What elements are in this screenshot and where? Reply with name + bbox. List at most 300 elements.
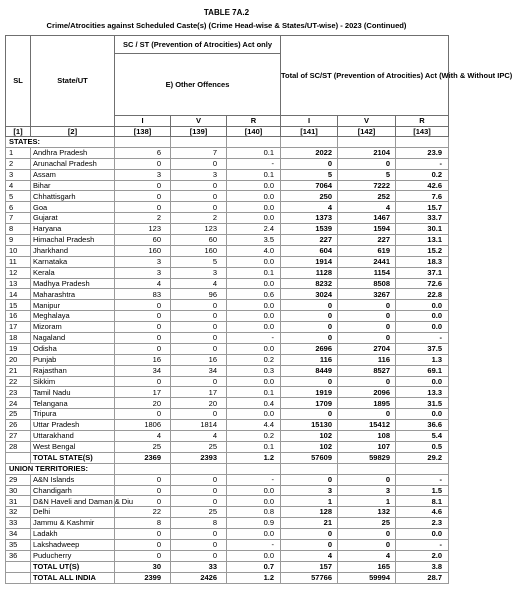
cell-other-offences-i: 8 bbox=[115, 518, 171, 529]
cell-sl: 23 bbox=[6, 387, 31, 398]
cell-total-v: 227 bbox=[338, 235, 396, 246]
column-number: [140] bbox=[227, 126, 281, 137]
cell-other-offences-i: 3 bbox=[115, 169, 171, 180]
column-number: [143] bbox=[396, 126, 449, 137]
table-row bbox=[6, 289, 449, 300]
cell-total-v: 116 bbox=[338, 354, 396, 365]
cell-state-ut: Manipur bbox=[31, 300, 115, 311]
table-row bbox=[6, 539, 449, 550]
cell-other-offences-v: 0 bbox=[171, 300, 227, 311]
cell-other-offences-r: 0.0 bbox=[227, 529, 281, 540]
cell-sl: 10 bbox=[6, 245, 31, 256]
cell-total-r: 72.6 bbox=[396, 278, 449, 289]
cell-other-offences-i: 0 bbox=[115, 485, 171, 496]
cell-other-offences-v: 1814 bbox=[171, 420, 227, 431]
cell-total-r: - bbox=[396, 474, 449, 485]
cell-state-ut: Puducherry bbox=[31, 550, 115, 561]
cell-other-offences-i: 2 bbox=[115, 213, 171, 224]
cell-total-i: 0 bbox=[281, 539, 338, 550]
cell-total-r: 7.6 bbox=[396, 191, 449, 202]
cell-total-v: 1467 bbox=[338, 213, 396, 224]
cell-other-offences-v: 4 bbox=[171, 278, 227, 289]
table-row bbox=[6, 431, 449, 442]
cell-total-r: 69.1 bbox=[396, 365, 449, 376]
cell-other-offences-v: 20 bbox=[171, 398, 227, 409]
cell-other-offences-i: 6 bbox=[115, 147, 171, 158]
cell-total-v: 252 bbox=[338, 191, 396, 202]
cell-other-offences-r: 0.6 bbox=[227, 289, 281, 300]
cell-state-ut: Odisha bbox=[31, 343, 115, 354]
cell-total-v: 132 bbox=[338, 507, 396, 518]
cell-total-r: - bbox=[396, 333, 449, 344]
table-row bbox=[6, 387, 449, 398]
cell-total-r: 18.3 bbox=[396, 256, 449, 267]
cell-total-v: 1154 bbox=[338, 267, 396, 278]
cell-other-offences-i: 0 bbox=[115, 529, 171, 540]
cell-state-ut: Himachal Pradesh bbox=[31, 235, 115, 246]
cell-sl: 7 bbox=[6, 213, 31, 224]
cell-other-offences-v: 2 bbox=[171, 213, 227, 224]
cell-other-offences-i: 25 bbox=[115, 441, 171, 452]
empty-cell bbox=[227, 463, 281, 474]
table-row bbox=[6, 398, 449, 409]
table-row bbox=[6, 256, 449, 267]
cell-total-v: 8508 bbox=[338, 278, 396, 289]
cell-total-r: 0.0 bbox=[396, 300, 449, 311]
cell-total-v: 59829 bbox=[338, 452, 396, 463]
cell-total-i: 1128 bbox=[281, 267, 338, 278]
cell-other-offences-v: 33 bbox=[171, 561, 227, 572]
cell-other-offences-r: 0.2 bbox=[227, 354, 281, 365]
empty-cell bbox=[171, 137, 227, 148]
cell-state-ut: Delhi bbox=[31, 507, 115, 518]
table-row bbox=[6, 365, 449, 376]
column-number: [141] bbox=[281, 126, 338, 137]
cell-other-offences-r: 0.1 bbox=[227, 169, 281, 180]
table-row bbox=[6, 180, 449, 191]
cell-sl: 34 bbox=[6, 529, 31, 540]
cell-other-offences-i: 0 bbox=[115, 180, 171, 191]
cell-total-v: 1594 bbox=[338, 224, 396, 235]
cell-total-v: 2441 bbox=[338, 256, 396, 267]
cell-state-ut: Rajasthan bbox=[31, 365, 115, 376]
cell-sl: 21 bbox=[6, 365, 31, 376]
cell-sl: 2 bbox=[6, 158, 31, 169]
cell-state-ut: TOTAL STATE(S) bbox=[31, 452, 115, 463]
cell-total-r: 2.3 bbox=[396, 518, 449, 529]
cell-total-i: 1709 bbox=[281, 398, 338, 409]
cell-sl: 17 bbox=[6, 322, 31, 333]
table-row bbox=[6, 245, 449, 256]
cell-total-r: 13.3 bbox=[396, 387, 449, 398]
table-row bbox=[6, 278, 449, 289]
cell-other-offences-v: 123 bbox=[171, 224, 227, 235]
table-row bbox=[6, 507, 449, 518]
table-row bbox=[6, 213, 449, 224]
cell-other-offences-v: 0 bbox=[171, 539, 227, 550]
cell-other-offences-r: - bbox=[227, 158, 281, 169]
cell-state-ut: Ladakh bbox=[31, 529, 115, 540]
cell-sl: 20 bbox=[6, 354, 31, 365]
cell-other-offences-r: 0.9 bbox=[227, 518, 281, 529]
cell-other-offences-i: 0 bbox=[115, 333, 171, 344]
cell-other-offences-r: 2.4 bbox=[227, 224, 281, 235]
cell-other-offences-r: 0.1 bbox=[227, 267, 281, 278]
cell-sl: 29 bbox=[6, 474, 31, 485]
cell-sl: 15 bbox=[6, 300, 31, 311]
cell-total-i: 21 bbox=[281, 518, 338, 529]
cell-total-i: 8449 bbox=[281, 365, 338, 376]
empty-cell bbox=[227, 137, 281, 148]
cell-state-ut: Bihar bbox=[31, 180, 115, 191]
cell-other-offences-i: 1806 bbox=[115, 420, 171, 431]
cell-other-offences-r: 1.2 bbox=[227, 572, 281, 583]
cell-other-offences-i: 30 bbox=[115, 561, 171, 572]
cell-other-offences-i: 0 bbox=[115, 191, 171, 202]
cell-other-offences-i: 160 bbox=[115, 245, 171, 256]
cell-total-r: 23.9 bbox=[396, 147, 449, 158]
cell-sl bbox=[6, 452, 31, 463]
table-row bbox=[6, 322, 449, 333]
cell-total-r: 0.0 bbox=[396, 409, 449, 420]
table-row bbox=[6, 343, 449, 354]
cell-state-ut: Mizoram bbox=[31, 322, 115, 333]
cell-other-offences-r: 0.0 bbox=[227, 300, 281, 311]
cell-sl: 12 bbox=[6, 267, 31, 278]
cell-total-r: - bbox=[396, 539, 449, 550]
cell-other-offences-r: - bbox=[227, 539, 281, 550]
cell-other-offences-r: 1.2 bbox=[227, 452, 281, 463]
column-number: [138] bbox=[115, 126, 171, 137]
cell-sl: 22 bbox=[6, 376, 31, 387]
cell-total-v: 1895 bbox=[338, 398, 396, 409]
cell-other-offences-v: 2393 bbox=[171, 452, 227, 463]
table-row bbox=[6, 191, 449, 202]
cell-state-ut: Lakshadweep bbox=[31, 539, 115, 550]
cell-other-offences-i: 0 bbox=[115, 202, 171, 213]
cell-total-i: 0 bbox=[281, 158, 338, 169]
cell-total-r: 37.1 bbox=[396, 267, 449, 278]
cell-state-ut: TOTAL ALL INDIA bbox=[31, 572, 115, 583]
cell-other-offences-v: 25 bbox=[171, 507, 227, 518]
table-body bbox=[6, 137, 449, 584]
table-row bbox=[6, 224, 449, 235]
cell-other-offences-i: 22 bbox=[115, 507, 171, 518]
cell-total-r: 42.6 bbox=[396, 180, 449, 191]
cell-total-v: 8527 bbox=[338, 365, 396, 376]
cell-total-i: 1914 bbox=[281, 256, 338, 267]
cell-total-r: 15.7 bbox=[396, 202, 449, 213]
cell-state-ut: Assam bbox=[31, 169, 115, 180]
cell-state-ut: Maharashtra bbox=[31, 289, 115, 300]
header-sub-v: V bbox=[338, 116, 396, 127]
cell-total-r: - bbox=[396, 158, 449, 169]
cell-total-r: 28.7 bbox=[396, 572, 449, 583]
cell-other-offences-v: 5 bbox=[171, 256, 227, 267]
cell-total-r: 33.7 bbox=[396, 213, 449, 224]
cell-total-i: 604 bbox=[281, 245, 338, 256]
cell-total-i: 3 bbox=[281, 485, 338, 496]
header-act-total: Total of SC/ST (Prevention of Atrocities) Act (With & Without IPC) bbox=[281, 36, 449, 116]
cell-total-v: 0 bbox=[338, 322, 396, 333]
cell-total-v: 107 bbox=[338, 441, 396, 452]
cell-other-offences-r: 0.7 bbox=[227, 561, 281, 572]
empty-cell bbox=[115, 463, 171, 474]
cell-other-offences-r: 0.0 bbox=[227, 256, 281, 267]
cell-sl: 27 bbox=[6, 431, 31, 442]
cell-other-offences-r: 0.0 bbox=[227, 213, 281, 224]
cell-total-r: 29.2 bbox=[396, 452, 449, 463]
cell-state-ut: Jharkhand bbox=[31, 245, 115, 256]
cell-total-i: 0 bbox=[281, 409, 338, 420]
cell-total-v: 0 bbox=[338, 300, 396, 311]
cell-total-v: 5 bbox=[338, 169, 396, 180]
cell-total-i: 0 bbox=[281, 529, 338, 540]
cell-other-offences-v: 3 bbox=[171, 267, 227, 278]
cell-total-v: 59994 bbox=[338, 572, 396, 583]
cell-other-offences-v: 0 bbox=[171, 474, 227, 485]
cell-other-offences-i: 0 bbox=[115, 409, 171, 420]
cell-sl: 24 bbox=[6, 398, 31, 409]
table-row bbox=[6, 529, 449, 540]
empty-cell bbox=[281, 463, 338, 474]
cell-other-offences-i: 0 bbox=[115, 343, 171, 354]
cell-other-offences-r: 0.0 bbox=[227, 311, 281, 322]
cell-total-r: 0.5 bbox=[396, 441, 449, 452]
cell-other-offences-r: 0.0 bbox=[227, 409, 281, 420]
cell-other-offences-r: 0.2 bbox=[227, 431, 281, 442]
cell-other-offences-i: 0 bbox=[115, 474, 171, 485]
cell-total-v: 0 bbox=[338, 376, 396, 387]
table-row bbox=[6, 202, 449, 213]
cell-total-r: 31.5 bbox=[396, 398, 449, 409]
cell-state-ut: Gujarat bbox=[31, 213, 115, 224]
cell-state-ut: Haryana bbox=[31, 224, 115, 235]
cell-total-i: 116 bbox=[281, 354, 338, 365]
table-row bbox=[6, 267, 449, 278]
header-sub-r: R bbox=[396, 116, 449, 127]
cell-total-i: 3024 bbox=[281, 289, 338, 300]
cell-other-offences-i: 4 bbox=[115, 278, 171, 289]
cell-sl: 31 bbox=[6, 496, 31, 507]
cell-total-i: 4 bbox=[281, 202, 338, 213]
cell-total-r: 0.0 bbox=[396, 311, 449, 322]
cell-total-r: 3.8 bbox=[396, 561, 449, 572]
table-subtitle: Crime/Atrocities against Scheduled Caste(s) (Crime Head-wise & States/UT-wise) - 2023 (Continued) bbox=[46, 21, 407, 30]
cell-state-ut: Karnataka bbox=[31, 256, 115, 267]
cell-total-v: 4 bbox=[338, 550, 396, 561]
cell-sl: 5 bbox=[6, 191, 31, 202]
cell-other-offences-v: 16 bbox=[171, 354, 227, 365]
table-row bbox=[6, 311, 449, 322]
cell-other-offences-r: 0.0 bbox=[227, 202, 281, 213]
cell-other-offences-i: 0 bbox=[115, 300, 171, 311]
header-sub-i: I bbox=[281, 116, 338, 127]
cell-sl: 30 bbox=[6, 485, 31, 496]
cell-total-r: 22.8 bbox=[396, 289, 449, 300]
cell-state-ut: TOTAL UT(S) bbox=[31, 561, 115, 572]
table-row bbox=[6, 333, 449, 344]
section-label-row bbox=[6, 137, 449, 148]
empty-cell bbox=[396, 137, 449, 148]
cell-state-ut: West Bengal bbox=[31, 441, 115, 452]
cell-other-offences-i: 60 bbox=[115, 235, 171, 246]
cell-other-offences-v: 0 bbox=[171, 202, 227, 213]
header-sub-r: R bbox=[227, 116, 281, 127]
cell-other-offences-r: - bbox=[227, 333, 281, 344]
section-label: STATES: bbox=[6, 137, 115, 148]
table-row bbox=[6, 354, 449, 365]
cell-state-ut: Nagaland bbox=[31, 333, 115, 344]
cell-total-r: 13.1 bbox=[396, 235, 449, 246]
table-row bbox=[6, 420, 449, 431]
cell-total-i: 5 bbox=[281, 169, 338, 180]
cell-sl bbox=[6, 572, 31, 583]
table-row bbox=[6, 300, 449, 311]
cell-other-offences-r: 4.0 bbox=[227, 245, 281, 256]
header-other-offences: E) Other Offences bbox=[115, 54, 281, 116]
table-row bbox=[6, 474, 449, 485]
cell-total-r: 0.2 bbox=[396, 169, 449, 180]
cell-total-r: 37.5 bbox=[396, 343, 449, 354]
cell-total-i: 250 bbox=[281, 191, 338, 202]
cell-total-r: 5.4 bbox=[396, 431, 449, 442]
cell-total-i: 57766 bbox=[281, 572, 338, 583]
table-row bbox=[6, 518, 449, 529]
table-row bbox=[6, 376, 449, 387]
cell-total-i: 0 bbox=[281, 311, 338, 322]
cell-total-v: 4 bbox=[338, 202, 396, 213]
grand-total-row bbox=[6, 572, 449, 583]
table-row bbox=[6, 550, 449, 561]
cell-state-ut: Jammu & Kashmir bbox=[31, 518, 115, 529]
cell-other-offences-i: 0 bbox=[115, 539, 171, 550]
cell-total-r: 2.0 bbox=[396, 550, 449, 561]
cell-other-offences-i: 17 bbox=[115, 387, 171, 398]
data-table bbox=[5, 35, 512, 584]
cell-other-offences-v: 34 bbox=[171, 365, 227, 376]
column-number: [139] bbox=[171, 126, 227, 137]
cell-total-v: 0 bbox=[338, 333, 396, 344]
cell-total-r: 0.0 bbox=[396, 529, 449, 540]
cell-sl: 33 bbox=[6, 518, 31, 529]
cell-sl: 16 bbox=[6, 311, 31, 322]
cell-sl: 8 bbox=[6, 224, 31, 235]
cell-sl: 35 bbox=[6, 539, 31, 550]
cell-total-i: 0 bbox=[281, 322, 338, 333]
cell-other-offences-v: 3 bbox=[171, 169, 227, 180]
cell-other-offences-i: 0 bbox=[115, 550, 171, 561]
cell-state-ut: Uttarakhand bbox=[31, 431, 115, 442]
cell-total-r: 30.1 bbox=[396, 224, 449, 235]
cell-total-v: 0 bbox=[338, 474, 396, 485]
cell-total-v: 0 bbox=[338, 409, 396, 420]
section-total-row bbox=[6, 452, 449, 463]
cell-state-ut: Madhya Pradesh bbox=[31, 278, 115, 289]
cell-state-ut: Goa bbox=[31, 202, 115, 213]
section-label: UNION TERRITORIES: bbox=[6, 463, 115, 474]
cell-total-r: 4.6 bbox=[396, 507, 449, 518]
cell-other-offences-r: 0.0 bbox=[227, 496, 281, 507]
cell-sl: 9 bbox=[6, 235, 31, 246]
cell-total-i: 57609 bbox=[281, 452, 338, 463]
cell-other-offences-v: 96 bbox=[171, 289, 227, 300]
cell-total-i: 2696 bbox=[281, 343, 338, 354]
column-number: [1] bbox=[6, 126, 31, 137]
table-row bbox=[6, 147, 449, 158]
cell-other-offences-i: 0 bbox=[115, 311, 171, 322]
cell-state-ut: Chhattisgarh bbox=[31, 191, 115, 202]
cell-other-offences-r: 3.5 bbox=[227, 235, 281, 246]
cell-other-offences-r: - bbox=[227, 474, 281, 485]
cell-total-v: 0 bbox=[338, 529, 396, 540]
cell-other-offences-i: 2399 bbox=[115, 572, 171, 583]
cell-other-offences-i: 34 bbox=[115, 365, 171, 376]
cell-other-offences-r: 4.4 bbox=[227, 420, 281, 431]
cell-total-v: 2096 bbox=[338, 387, 396, 398]
cell-other-offences-v: 25 bbox=[171, 441, 227, 452]
cell-total-i: 1373 bbox=[281, 213, 338, 224]
cell-other-offences-v: 4 bbox=[171, 431, 227, 442]
cell-total-v: 0 bbox=[338, 311, 396, 322]
cell-other-offences-r: 0.0 bbox=[227, 180, 281, 191]
cell-other-offences-v: 0 bbox=[171, 343, 227, 354]
table-row bbox=[6, 496, 449, 507]
cell-total-r: 0.0 bbox=[396, 376, 449, 387]
empty-cell bbox=[171, 463, 227, 474]
section-total-row bbox=[6, 561, 449, 572]
cell-other-offences-r: 0.0 bbox=[227, 485, 281, 496]
empty-cell bbox=[115, 137, 171, 148]
table-row bbox=[6, 169, 449, 180]
cell-state-ut: Chandigarh bbox=[31, 485, 115, 496]
cell-total-i: 4 bbox=[281, 550, 338, 561]
cell-state-ut: Kerala bbox=[31, 267, 115, 278]
cell-sl: 28 bbox=[6, 441, 31, 452]
cell-sl: 11 bbox=[6, 256, 31, 267]
cell-sl: 1 bbox=[6, 147, 31, 158]
cell-other-offences-v: 0 bbox=[171, 322, 227, 333]
cell-other-offences-v: 8 bbox=[171, 518, 227, 529]
cell-other-offences-v: 0 bbox=[171, 376, 227, 387]
cell-other-offences-r: 0.0 bbox=[227, 376, 281, 387]
cell-total-v: 25 bbox=[338, 518, 396, 529]
cell-other-offences-i: 0 bbox=[115, 158, 171, 169]
cell-other-offences-r: 0.0 bbox=[227, 550, 281, 561]
cell-sl: 14 bbox=[6, 289, 31, 300]
cell-other-offences-i: 83 bbox=[115, 289, 171, 300]
cell-total-i: 0 bbox=[281, 474, 338, 485]
cell-total-i: 15130 bbox=[281, 420, 338, 431]
cell-total-i: 128 bbox=[281, 507, 338, 518]
cell-total-v: 619 bbox=[338, 245, 396, 256]
cell-other-offences-r: 0.4 bbox=[227, 398, 281, 409]
header-act-only: SC / ST (Prevention of Atrocities) Act only bbox=[115, 36, 281, 54]
column-number: [142] bbox=[338, 126, 396, 137]
cell-state-ut: Uttar Pradesh bbox=[31, 420, 115, 431]
cell-total-r: 36.6 bbox=[396, 420, 449, 431]
cell-total-v: 2104 bbox=[338, 147, 396, 158]
header-sl: SL bbox=[6, 36, 31, 127]
cell-other-offences-v: 0 bbox=[171, 191, 227, 202]
cell-other-offences-r: 0.0 bbox=[227, 278, 281, 289]
cell-state-ut: Punjab bbox=[31, 354, 115, 365]
cell-total-i: 1 bbox=[281, 496, 338, 507]
cell-other-offences-v: 2426 bbox=[171, 572, 227, 583]
cell-sl: 6 bbox=[6, 202, 31, 213]
empty-cell bbox=[338, 137, 396, 148]
header-sub-i: I bbox=[115, 116, 171, 127]
